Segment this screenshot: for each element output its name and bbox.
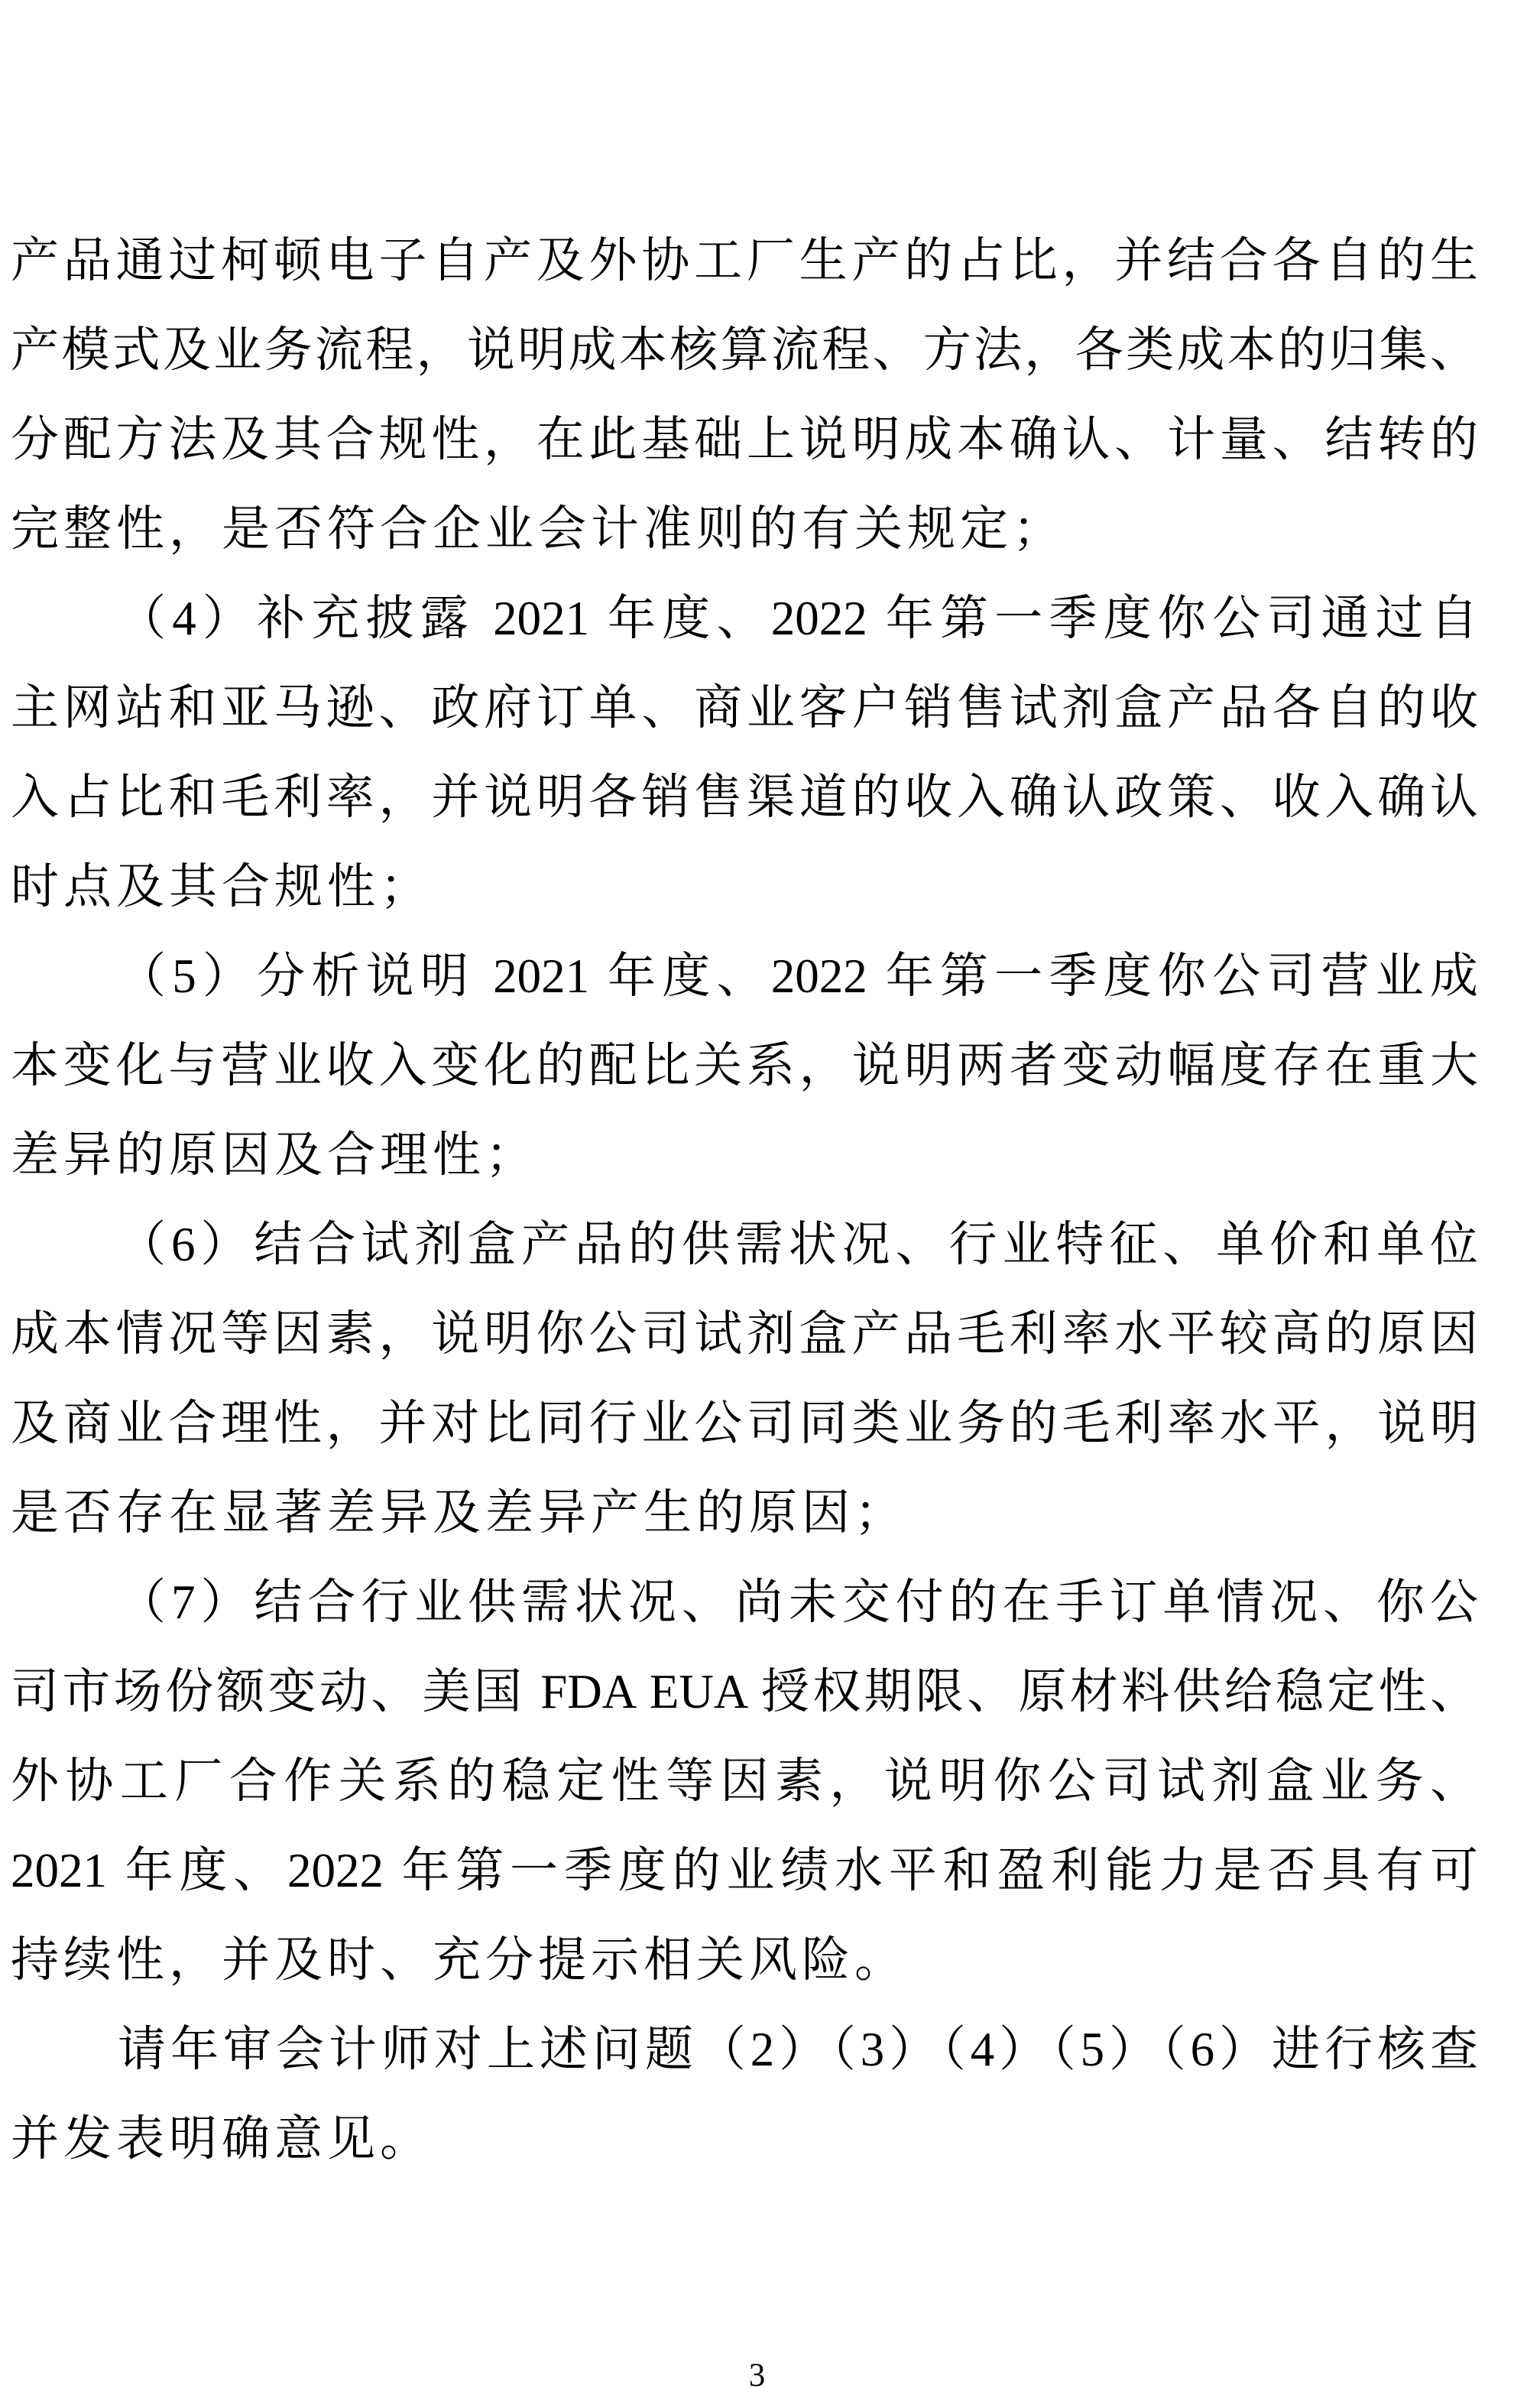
text-line: 并发表明确意见。 — [11, 2112, 433, 2166]
text-line: 2021 年度、2022 年第一季度的业绩水平和盈利能力是否具有可 — [11, 1844, 1478, 1897]
paragraph-continuation — [11, 216, 1478, 574]
text-line: 成本情况等因素，说明你公司试剂盒产品毛利率水平较高的原因 — [11, 1307, 1478, 1361]
text-line: 请年审会计师对上述问题（2）（3）（4）（5）（6）进行核查 — [118, 2023, 1478, 2076]
text-line: （6）结合试剂盒产品的供需状况、行业特征、单价和单位 — [118, 1218, 1478, 1271]
document-body — [11, 216, 1478, 2184]
text-line: 司市场份额变动、美国 FDA EUA 授权期限、原材料供给稳定性、 — [11, 1665, 1478, 1718]
text-line: 入占比和毛利率，并说明各销售渠道的收入确认政策、收入确认 — [11, 771, 1478, 824]
text-line: 主网站和亚马逊、政府订单、商业客户销售试剂盒产品各自的收 — [11, 681, 1478, 735]
paragraph-item-4 — [11, 574, 1478, 932]
text-line: 外协工厂合作关系的稳定性等因素，说明你公司试剂盒业务、 — [11, 1754, 1478, 1808]
paragraph-item-6 — [11, 1200, 1478, 1558]
text-line: 差异的原因及合理性； — [11, 1128, 538, 1182]
page-number: 3 — [748, 2358, 766, 2393]
text-line: 产模式及业务流程，说明成本核算流程、方法，各类成本的归集、 — [11, 323, 1478, 377]
text-line: 分配方法及其合规性，在此基础上说明成本确认、计量、结转的 — [11, 413, 1478, 466]
paragraph-item-5 — [11, 932, 1478, 1200]
text-line: 是否存在显著差异及差异产生的原因； — [11, 1486, 907, 1540]
paragraph-item-7 — [11, 1558, 1478, 2005]
text-line: （5）分析说明 2021 年度、2022 年第一季度你公司营业成 — [118, 949, 1478, 1003]
text-line: 时点及其合规性； — [11, 860, 433, 914]
paragraph-auditor-request — [11, 2005, 1478, 2184]
text-line: （7）结合行业供需状况、尚未交付的在手订单情况、你公 — [118, 1576, 1478, 1629]
text-line: （4）补充披露 2021 年度、2022 年第一季度你公司通过自 — [118, 592, 1478, 645]
text-line: 产品通过柯顿电子自产及外协工厂生产的占比，并结合各自的生 — [11, 234, 1478, 287]
text-line: 本变化与营业收入变化的配比关系，说明两者变动幅度存在重大 — [11, 1039, 1478, 1092]
text-line: 持续性，并及时、充分提示相关风险。 — [11, 1933, 907, 1987]
text-line: 完整性，是否符合企业会计准则的有关规定； — [11, 502, 1065, 556]
text-line: 及商业合理性，并对比同行业公司同类业务的毛利率水平，说明 — [11, 1397, 1478, 1450]
